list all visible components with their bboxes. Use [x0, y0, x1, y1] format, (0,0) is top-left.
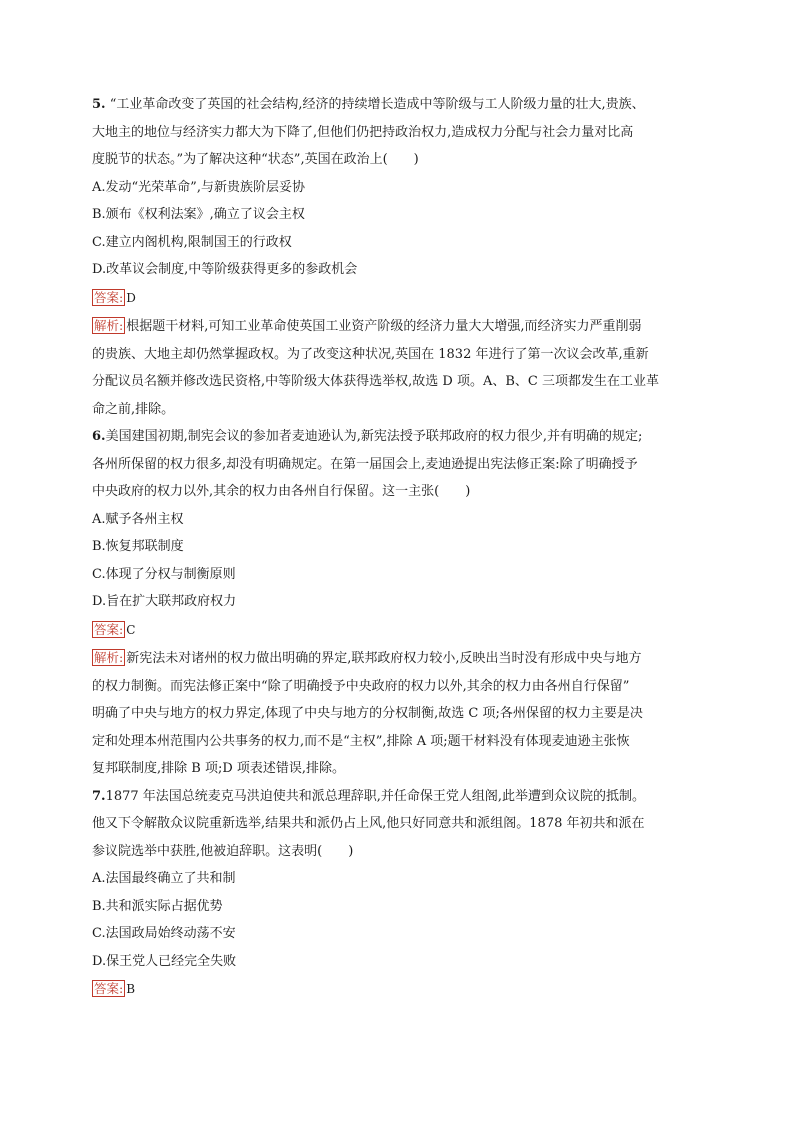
option-b: B.颁布《权利法案》,确立了议会主权 [92, 207, 305, 222]
option-b: B.共和派实际占据优势 [92, 898, 223, 914]
question-stem-line: 参议院选举中获胜,他被迫辞职。这表明( ) [92, 843, 354, 859]
question-6 [92, 428, 722, 778]
question-number: 7. [92, 788, 106, 804]
analysis-label: 解析: [94, 318, 124, 333]
question-5 [92, 96, 722, 419]
answer-value: B [126, 982, 136, 996]
question-stem-line: 大地主的地位与经济实力都大为下降了,但他们仍把持政治权力,造成权力分配与社会力量对比高 [92, 124, 634, 140]
option-a: A.发动“光荣革命”,与新贵族阶层妥协 [92, 179, 305, 195]
question-stem-line: 美国建国初期,制宪会议的参加者麦迪逊认为,新宪法授予联邦政府的权力很少,并有明确的规定; [105, 429, 643, 444]
analysis-line: 命之前,排除。 [92, 401, 175, 417]
question-7 [92, 788, 722, 1000]
analysis-line: 新宪法未对诸州的权力做出明确的界定,联邦政府权力较小,反映出当时没有形成中央与地方 [126, 651, 642, 666]
analysis-line: 的权力制衡。而宪法修正案中“除了明确授予中央政府的权力以外,其余的权力由各州自行保留” [92, 678, 630, 694]
question-stem-line: 1877 年法国总统麦克马洪迫使共和派总理辞职,并任命保王党人组阁,此举遭到众议院的抵制。 [105, 788, 646, 804]
answer-value: D [126, 290, 136, 305]
option-a: A.法国最终确立了共和制 [92, 871, 236, 886]
analysis-line: 定和处理本州范围内公共事务的权力,而不是“主权”,排除 A 项;题干材料没有体现麦迪逊主张恢 [92, 733, 630, 749]
question-stem-line: 他又下令解散众议院重新选举,结果共和派仍占上风,他只好同意共和派组阁。1878 年初共和派在 [92, 816, 645, 831]
answer-label: 答案: [94, 289, 124, 305]
question-stem-line: 中央政府的权力以外,其余的权力由各州自行保留。这一主张( ) [92, 484, 471, 499]
option-c: C.建立内阁机构,限制国王的行政权 [92, 234, 292, 250]
question-stem-line: 各州所保留的权力很多,却没有明确规定。在第一届国会上,麦迪逊提出宪法修正案:除了明确授予 [92, 456, 638, 472]
option-d: D.改革议会制度,中等阶级获得更多的参政机会 [92, 262, 358, 277]
option-b: B.恢复邦联制度 [92, 539, 184, 554]
answer-row [92, 980, 722, 999]
analysis-line: 根据题干材料,可知工业革命使英国工业资产阶级的经济力量大大增强,而经济实力严重削弱 [126, 319, 642, 334]
analysis-line: 复邦联制度,排除 B 项;D 项表述错误,排除。 [92, 761, 346, 776]
analysis-line: 明确了中央与地方的权力界定,体现了中央与地方的分权制衡,故选 C 项;各州保留的权力主要是决 [92, 706, 643, 721]
answer-label: 答案: [94, 621, 124, 637]
option-d: D.旨在扩大联邦政府权力 [92, 594, 237, 609]
document-page [92, 96, 722, 1009]
answer-value: C [126, 622, 136, 637]
option-a: A.赋予各州主权 [92, 511, 184, 527]
option-d: D.保王党人已经完全失败 [92, 953, 237, 969]
option-c: C.体现了分权与制衡原则 [92, 566, 236, 582]
question-stem-line: “工业革命改变了英国的社会结构,经济的持续增长造成中等阶级与工人阶级力量的壮大,贵族、 [109, 97, 645, 112]
answer-label: 答案: [94, 981, 124, 996]
analysis-line: 的贵族、大地主却仍然掌握政权。为了改变这种状况,英国在 1832 年进行了第一次议会改革,重新 [92, 346, 649, 362]
question-number: 6. [92, 429, 106, 444]
analysis-label: 解析: [94, 650, 124, 665]
answer-row [92, 621, 722, 640]
answer-row [92, 289, 722, 308]
question-stem-line: 度脱节的状态。”为了解决这种“状态”,英国在政治上( ) [92, 152, 419, 167]
question-number: 5. [92, 97, 106, 112]
analysis-line: 分配议员名额并修改选民资格,中等阶级大体获得选举权,故选 D 项。A、B、C 三项都发生在工业革 [92, 374, 659, 389]
option-c: C.法国政局始终动荡不安 [92, 926, 236, 941]
